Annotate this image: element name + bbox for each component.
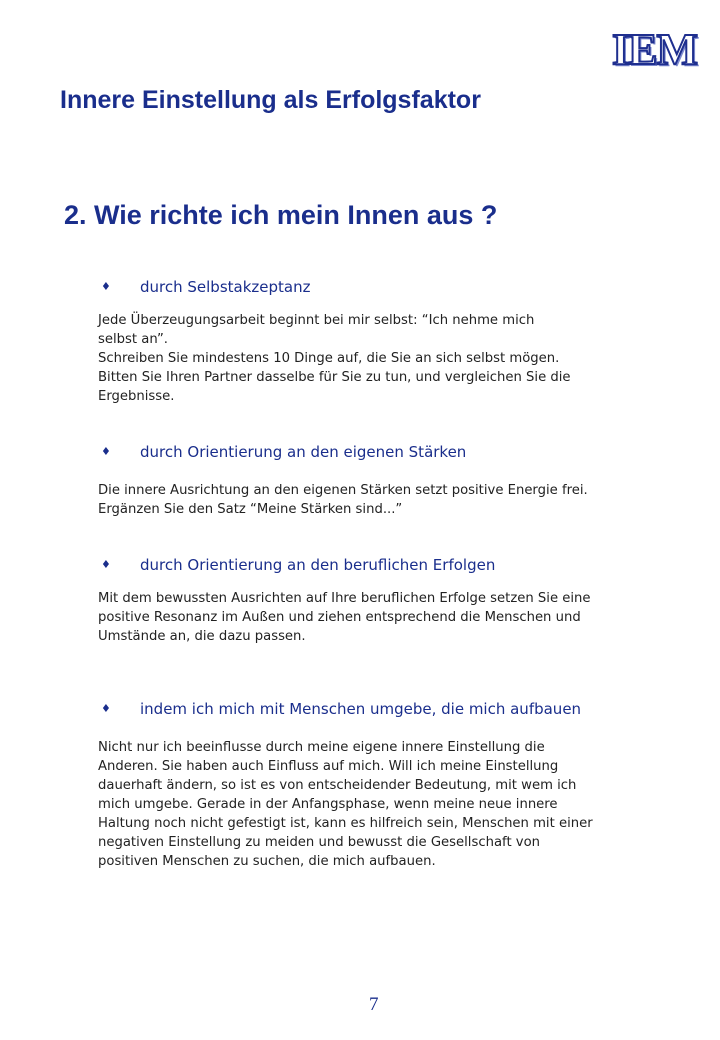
text-line: positiven Menschen zu suchen, die mich aufbauen. <box>98 854 436 869</box>
text-line: Mit dem bewussten Ausrichten auf Ihre beruflichen Erfolge setzen Sie eine <box>98 591 591 606</box>
text-line: Nicht nur ich beeinflusse durch meine eigene innere Einstellung die <box>98 740 545 755</box>
text-line: negativen Einstellung zu meiden und bewusst die Gesellschaft von <box>98 835 541 850</box>
item-text <box>98 311 571 406</box>
item-heading: durch Selbstakzeptanz <box>140 278 311 296</box>
page-title: Innere Einstellung als Erfolgsfaktor <box>60 86 481 114</box>
item-heading: indem ich mich mit Menschen umgebe, die mich aufbauen <box>140 700 582 718</box>
text-line: Anderen. Sie haben auch Einfluss auf mich. Will ich meine Einstellung <box>98 759 559 774</box>
text-line: Haltung noch nicht gefestigt ist, kann es hilfreich sein, Menschen mit einer <box>98 816 593 831</box>
text-line: mich umgebe. Gerade in der Anfangsphase, wenn meine neue innere <box>98 797 558 812</box>
text-line: Schreiben Sie mindestens 10 Dinge auf, die Sie an sich selbst mögen. <box>98 351 560 366</box>
diamond-bullet-icon: ♦ <box>101 445 111 458</box>
item-text <box>98 738 593 871</box>
iem-logo: IEM <box>612 25 697 74</box>
text-line: Ergänzen Sie den Satz “Meine Stärken sind...” <box>98 502 403 517</box>
item-heading: durch Orientierung an den eigenen Stärken <box>140 443 467 461</box>
text-line: Bitten Sie Ihren Partner dasselbe für Sie zu tun, und vergleichen Sie die <box>98 370 571 385</box>
diamond-bullet-icon: ♦ <box>101 702 111 715</box>
text-line: positive Resonanz im Außen und ziehen entsprechend die Menschen und <box>98 610 581 625</box>
page-number: 7 <box>369 994 379 1015</box>
item-text <box>98 481 588 519</box>
item-text <box>98 589 591 646</box>
section-heading: 2. Wie richte ich mein Innen aus ? <box>64 200 498 230</box>
text-line: Umstände an, die dazu passen. <box>98 629 306 644</box>
text-line: Die innere Ausrichtung an den eigenen Stärken setzt positive Energie frei. <box>98 483 588 498</box>
text-line: Ergebnisse. <box>98 389 175 404</box>
diamond-bullet-icon: ♦ <box>101 558 111 571</box>
text-line: dauerhaft ändern, so ist es von entscheidender Bedeutung, mit wem ich <box>98 778 577 793</box>
text-line: Jede Überzeugungsarbeit beginnt bei mir selbst: “Ich nehme mich <box>98 313 535 328</box>
diamond-bullet-icon: ♦ <box>101 280 111 293</box>
item-heading: durch Orientierung an den beruflichen Erfolgen <box>140 556 496 574</box>
text-line: selbst an”. <box>98 332 168 347</box>
